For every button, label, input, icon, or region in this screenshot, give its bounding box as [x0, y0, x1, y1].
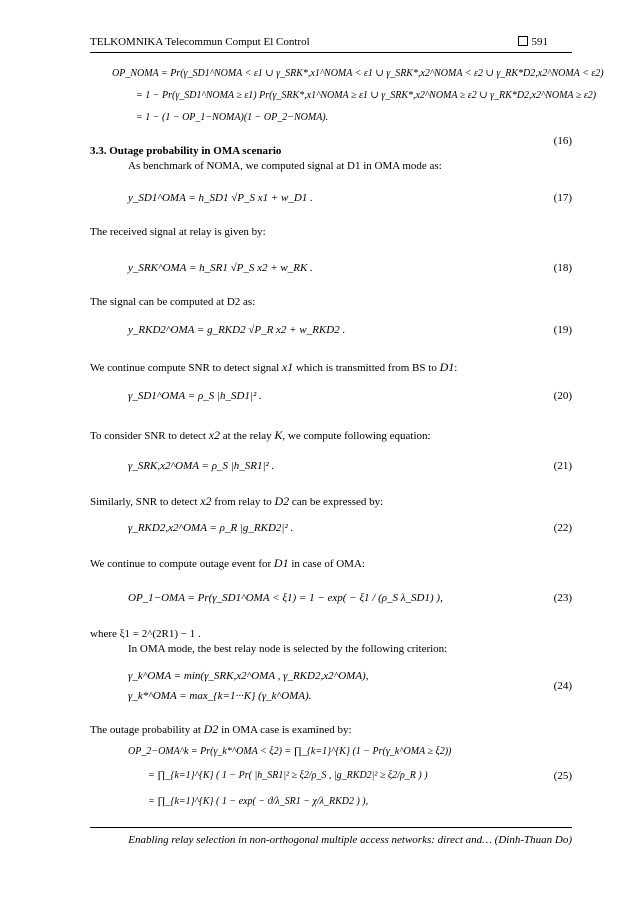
para-similarly-c: can be expressed by: — [291, 496, 384, 508]
page-number-wrap — [518, 36, 549, 48]
eq22-number: (22) — [553, 522, 572, 534]
page-number: 591 — [531, 36, 548, 48]
header-rule — [90, 52, 572, 53]
para-snr-x1 — [90, 360, 457, 375]
eq16-number: (16) — [553, 135, 572, 147]
eq17-number: (17) — [553, 192, 572, 204]
para-similarly-b: from relay to — [214, 496, 272, 508]
para-similarly — [90, 494, 383, 509]
symbol-x2-b: x2 — [200, 494, 212, 508]
running-header — [90, 36, 548, 48]
symbol-d1: D1 — [439, 360, 455, 374]
eq16-line2: = 1 − Pr(γ_SD1^NOMA ≥ ε1) Pr(γ_SRK*,x1^NOMA ≥ ε1 ∪ γ_SRK*,x2^NOMA ≥ ε2 ∪ γ_RK*D2,x2^NOMA ≥ ε2) — [136, 90, 597, 101]
para-snr-x1-c: : — [454, 362, 458, 374]
para-outage-d2 — [90, 722, 352, 737]
eq16-line1: OP_NOMA = Pr(γ_SD1^NOMA < ε1 ∪ γ_SRK*,x1^NOMA < ε1 ∪ γ_SRK*,x2^NOMA < ε2 ∪ γ_RK*D2,x2^NOMA < ε2) — [112, 68, 604, 79]
footer-rule — [90, 827, 572, 828]
eq23-number: (23) — [553, 592, 572, 604]
symbol-d1-b: D1 — [273, 556, 289, 570]
eq23: OP_1−OMA = Pr(γ_SD1^OMA < ξ1) = 1 − exp( − ξ1 / (ρ_S λ_SD1) ), — [128, 592, 443, 604]
para-outage-a: We continue to compute outage event for — [90, 558, 272, 570]
para-snr-x2-a: To consider SNR to detect — [90, 430, 206, 442]
para-outage-d2-b: in OMA case is examined by: — [221, 724, 352, 736]
para-outage-d2-a: The outage probability at — [90, 724, 201, 736]
symbol-x2: x2 — [208, 428, 221, 442]
eq21: γ_SRK,x2^OMA = ρ_S |h_SR1|² . — [128, 460, 275, 472]
eq19-number: (19) — [553, 324, 572, 336]
symbol-d2: D2 — [274, 494, 290, 508]
eq24-line1: γ_k^OMA = min(γ_SRK,x2^OMA , γ_RKD2,x2^OMA), — [128, 670, 369, 682]
running-footer: Enabling relay selection in non-orthogonal multiple access networks: direct and… (Dinh-Thuan Do) — [128, 834, 572, 846]
eq19: y_RKD2^OMA = g_RKD2 √P_R x2 + w_RKD2 . — [128, 324, 346, 336]
eq20-number: (20) — [553, 390, 572, 402]
section-heading: 3.3. Outage probability in OMA scenario — [90, 145, 282, 157]
eq16-line3: = 1 − (1 − OP_1−NOMA)(1 − OP_2−NOMA). — [136, 112, 329, 123]
eq21-number: (21) — [553, 460, 572, 472]
symbol-x1: x1 — [281, 360, 294, 374]
eq25-line3: = ∏_{k=1}^{K} ( 1 − exp( − ϑ/λ_SR1 − χ/λ_RKD2 ) ), — [148, 796, 369, 807]
eq24-number: (24) — [553, 680, 572, 692]
eq18-number: (18) — [553, 262, 572, 274]
eq20: γ_SD1^OMA = ρ_S |h_SD1|² . — [128, 390, 262, 402]
eq18: y_SRK^OMA = h_SR1 √P_S x2 + w_RK . — [128, 262, 313, 274]
para-snr-x2-c: , we compute following equation: — [282, 430, 431, 442]
para-d2: The signal can be computed at D2 as: — [90, 296, 256, 308]
eq22: γ_RKD2,x2^OMA = ρ_R |g_RKD2|² . — [128, 522, 294, 534]
journal-name: TELKOMNIKA Telecommun Comput El Control — [90, 36, 310, 48]
para-snr-x1-b: which is transmitted from BS to — [295, 362, 437, 374]
checkbox-icon — [518, 36, 528, 46]
para-similarly-a: Similarly, SNR to detect — [90, 496, 198, 508]
para-relay: The received signal at relay is given by: — [90, 226, 266, 238]
symbol-k: K — [274, 428, 283, 442]
eq25-line1: OP_2−OMA^k = Pr(γ_k*^OMA < ξ2) = ∏_{k=1}^{K} (1 − Pr(γ_k^OMA ≥ ξ2)) — [128, 746, 452, 757]
eq17: y_SD1^OMA = h_SD1 √P_S x1 + w_D1 . — [128, 192, 313, 204]
para-benchmark: As benchmark of NOMA, we computed signal at D1 in OMA mode as: — [128, 160, 442, 172]
para-snr-x1-a: We continue compute SNR to detect signal — [90, 362, 280, 374]
eq25-line2: = ∏_{k=1}^{K} ( 1 − Pr( |h_SR1|² ≥ ξ2/ρ_S , |g_RKD2|² ≥ ξ2/ρ_R ) ) — [148, 770, 428, 781]
para-where: where ξ1 = 2^(2R1) − 1 . — [90, 628, 201, 640]
para-outage — [90, 556, 365, 571]
eq24-line2: γ_k*^OMA = max_{k=1···K} (γ_k^OMA). — [128, 690, 312, 702]
para-snr-x2-b: at the relay — [222, 430, 272, 442]
para-outage-b: in case of OMA: — [291, 558, 365, 570]
eq25-number: (25) — [553, 770, 572, 782]
symbol-d2-b: D2 — [203, 722, 219, 736]
para-snr-x2 — [90, 428, 431, 443]
para-best-relay: In OMA mode, the best relay node is selected by the following criterion: — [128, 643, 448, 655]
